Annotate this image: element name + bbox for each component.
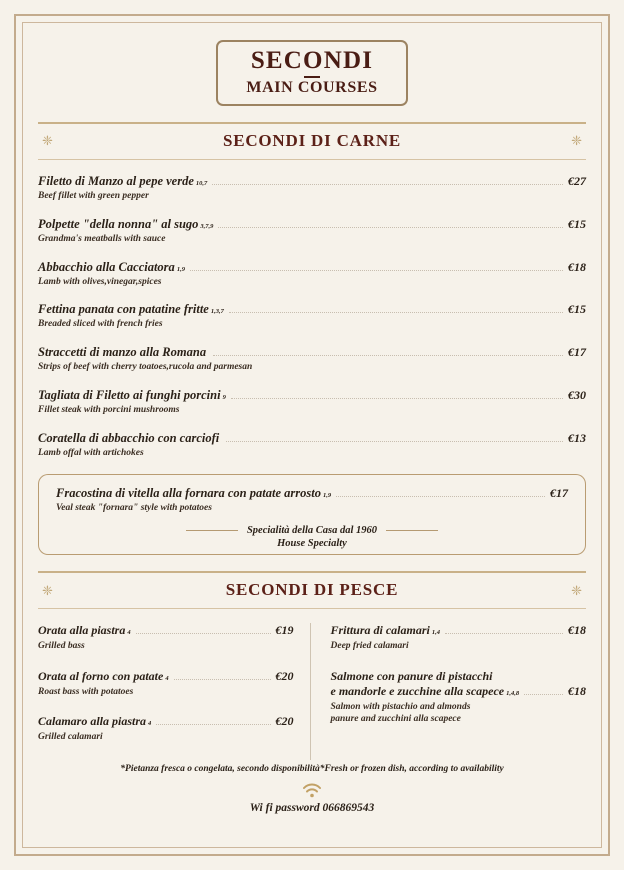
title-cartouche	[216, 40, 407, 106]
section-title-pesce: SECONDI DI PESCE	[225, 580, 399, 600]
page-subtitle: MAIN COURSES	[246, 79, 378, 97]
allergen-codes: 9	[222, 394, 226, 402]
menu-item	[38, 623, 294, 652]
allergen-codes: 1,4,8	[506, 689, 520, 697]
allergen-codes: 1,3,7	[210, 308, 224, 316]
specialty-right-bracket	[574, 474, 586, 556]
dish-name: Abbacchio alla Cacciatora	[38, 259, 175, 274]
leader-dots	[212, 184, 563, 185]
leader-dots	[336, 496, 545, 497]
dish-price: €18	[568, 623, 586, 638]
section-rule-bottom	[38, 608, 586, 609]
leader-dots	[226, 441, 563, 442]
dish-description: Deep fried calamari	[330, 641, 409, 652]
dish-description: Strips of beef with cherry toatoes,rucola and parmesan	[38, 362, 253, 373]
dish-name: Straccetti di manzo alla Romana	[38, 345, 207, 360]
dish-description: Grilled calamari	[38, 732, 103, 743]
dish-description: Salmon with pistachio and almonds	[330, 701, 471, 712]
specialty-note-it: Specialità della Casa dal 1960	[246, 524, 378, 536]
dish-description: Grilled bass	[38, 641, 85, 652]
dish-price: €17	[550, 485, 568, 500]
dish-name: Polpette "della nonna" al sugo	[38, 216, 199, 231]
section-header-carne	[38, 122, 586, 160]
allergen-codes: 3,7,9	[200, 222, 214, 230]
dish-name: Tagliata di Filetto ai funghi porcini	[38, 388, 221, 403]
menu-item	[38, 260, 586, 289]
specialty-dash-right	[386, 530, 438, 531]
dish-description: Roast bass with potatoes	[38, 686, 134, 697]
fleuron-icon: ❈	[571, 133, 582, 149]
allergen-codes: 1,4	[431, 629, 440, 637]
dish-price: €17	[568, 345, 586, 360]
leader-dots	[231, 398, 563, 399]
allergen-codes: 10,7	[195, 179, 208, 187]
wifi-password: Wi fi password 066869543	[249, 801, 375, 814]
section-title-row	[38, 573, 586, 608]
dish-name: Fracostina di vitella alla fornara con patate arrosto	[56, 485, 321, 500]
title-divider	[304, 76, 320, 78]
menu-item	[38, 714, 294, 743]
menu-item	[38, 345, 586, 374]
dish-price: €27	[568, 173, 586, 188]
specialty-dash-left	[186, 530, 238, 531]
dish-price: €20	[275, 714, 294, 729]
menu-item	[38, 302, 586, 331]
wifi-icon-wrap	[38, 783, 586, 798]
allergen-codes: 1,9	[176, 265, 185, 273]
fish-column-left	[38, 623, 310, 759]
leader-dots	[445, 633, 563, 634]
dish-price: €18	[568, 259, 586, 274]
fleuron-icon: ❈	[42, 133, 53, 149]
dish-name: Frittura di calamari	[330, 623, 430, 638]
dish-description: Grandma's meatballs with sauce	[38, 233, 166, 244]
dish-description: Lamb offal with artichokes	[38, 448, 144, 459]
page-title: SECONDI	[250, 47, 374, 74]
section-header-pesce	[38, 571, 586, 609]
allergen-codes: 4	[165, 674, 169, 682]
leader-dots	[229, 312, 563, 313]
availability-note: *Pietanza fresca o congelata, secondo disponibilità*Fresh or frozen dish, according to availability	[120, 763, 504, 774]
menu-title-block	[38, 40, 586, 106]
allergen-codes: 1,9	[322, 491, 332, 499]
dish-price: €19	[275, 623, 294, 638]
dish-price: €30	[568, 388, 586, 403]
dish-description-line2: panure and zucchini alla scapece	[330, 714, 461, 725]
leader-dots	[213, 355, 563, 356]
specialty-bottom-rule	[49, 554, 575, 556]
fish-columns	[38, 623, 586, 759]
section-title-row	[38, 124, 586, 159]
leader-dots	[136, 633, 271, 634]
section-title-carne: SECONDI DI CARNE	[222, 130, 402, 150]
leader-dots	[174, 679, 271, 680]
house-specialty-box	[38, 474, 586, 556]
dish-description: Lamb with olives,vinegar,spices	[38, 276, 162, 287]
cartouche-top-rule	[229, 40, 394, 42]
leader-dots	[218, 227, 563, 228]
dish-description: Breaded sliced with french fries	[38, 319, 163, 330]
menu-item	[38, 217, 586, 246]
dish-price: €15	[568, 216, 586, 231]
dish-name: Filetto di Manzo al pepe verde	[38, 173, 194, 188]
menu-item	[38, 431, 586, 460]
menu-item	[331, 623, 587, 652]
cartouche-bottom-rule	[229, 104, 394, 106]
fleuron-icon: ❈	[42, 582, 53, 598]
dish-name: Calamaro alla piastra	[38, 714, 147, 729]
menu-item	[331, 669, 587, 726]
specialty-note-en: House Specialty	[277, 538, 347, 550]
dish-price: €20	[275, 668, 294, 683]
fish-column-right	[310, 623, 587, 759]
allergen-codes: 4	[148, 720, 152, 728]
dish-price: €18	[568, 683, 586, 698]
dish-name-line1: Salmone con panure di pistacchi	[330, 668, 493, 683]
dish-list-carne	[38, 174, 586, 460]
wifi-icon	[302, 783, 322, 798]
menu-item	[38, 388, 586, 417]
dish-description: Veal steak "fornara" style with potatoes	[56, 502, 212, 513]
dish-description: Fillet steak with porcini mushrooms	[38, 405, 180, 416]
allergen-codes: 4	[127, 629, 131, 637]
leader-dots	[524, 694, 563, 695]
dish-description: Beef fillet with green pepper	[38, 190, 149, 201]
dish-name: Orata alla piastra	[38, 623, 126, 638]
dish-name-line2: e mandorle e zucchine alla scapece	[330, 683, 505, 698]
menu-item	[38, 174, 586, 203]
dish-name: Fettina panata con patatine fritte	[38, 302, 209, 317]
menu-item	[38, 669, 294, 698]
specialty-note-row	[56, 524, 568, 538]
dish-name: Orata al forno con patate	[38, 668, 164, 683]
leader-dots	[190, 270, 563, 271]
specialty-left-bracket	[38, 474, 50, 556]
menu-content	[38, 30, 586, 838]
dish-name: Coratella di abbacchio con carciofi	[38, 431, 220, 446]
section-rule-bottom	[38, 159, 586, 160]
dish-price: €13	[568, 431, 586, 446]
leader-dots	[156, 724, 270, 725]
specialty-top-rule	[49, 474, 575, 476]
dish-price: €15	[568, 302, 586, 317]
fleuron-icon: ❈	[571, 582, 582, 598]
menu-item-specialty	[56, 486, 568, 515]
